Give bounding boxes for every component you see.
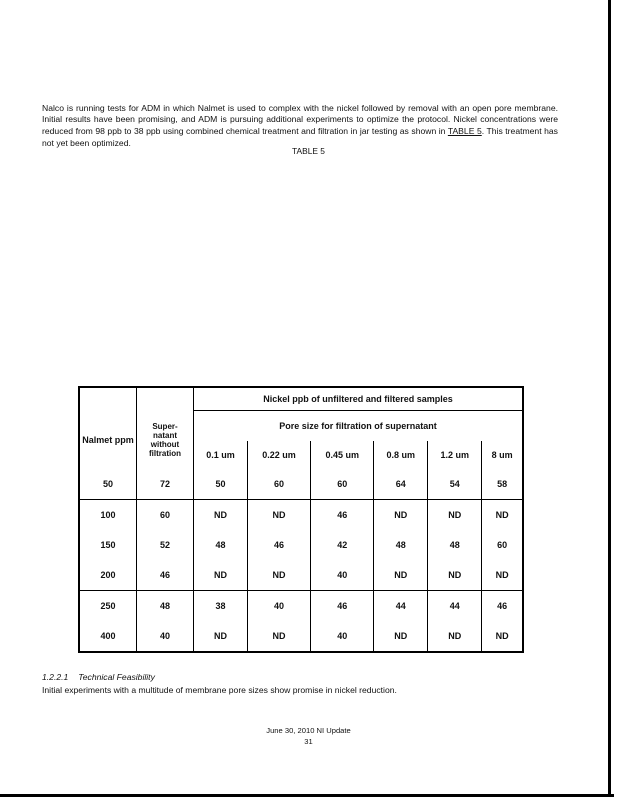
- value-cell: ND: [247, 560, 310, 591]
- blank-corner-2: [137, 387, 194, 411]
- value-cell: ND: [482, 560, 523, 591]
- supernatant-cell: 48: [137, 591, 194, 622]
- value-cell: ND: [428, 560, 482, 591]
- value-cell: 48: [374, 530, 428, 560]
- nalmet-cell: 50: [79, 469, 137, 500]
- pore-size-header-cell: 0.22 um: [247, 441, 310, 469]
- value-cell: 46: [311, 500, 374, 531]
- value-cell: 50: [194, 469, 248, 500]
- pore-size-header-cell: 1.2 um: [428, 441, 482, 469]
- super-header: Nickel ppb of unfiltered and filtered samples: [194, 387, 524, 411]
- table-caption: TABLE 5: [292, 146, 325, 156]
- table-row: [79, 530, 523, 560]
- value-cell: 64: [374, 469, 428, 500]
- nalmet-cell: 200: [79, 560, 137, 591]
- value-cell: ND: [374, 500, 428, 531]
- value-cell: 60: [247, 469, 310, 500]
- page-number: 31: [304, 737, 313, 746]
- value-cell: ND: [194, 500, 248, 531]
- blank-corner-1: [79, 387, 137, 411]
- value-cell: 46: [247, 530, 310, 560]
- value-cell: ND: [247, 621, 310, 652]
- table-reference-link[interactable]: TABLE 5: [447, 126, 482, 137]
- page-edge-bottom: [0, 794, 614, 797]
- value-cell: ND: [482, 500, 523, 531]
- pore-size-header-cell: 0.45 um: [311, 441, 374, 469]
- intro-paragraph: [42, 103, 558, 150]
- pore-size-header-cell: 8 um: [482, 441, 523, 469]
- nalmet-cell: 250: [79, 591, 137, 622]
- value-cell: 48: [428, 530, 482, 560]
- value-cell: ND: [482, 621, 523, 652]
- section-text: Initial experiments with a multitude of membrane pore sizes show promise in nickel reduction.: [42, 685, 397, 695]
- value-cell: ND: [194, 621, 248, 652]
- nickel-table: [78, 386, 524, 653]
- value-cell: 58: [482, 469, 523, 500]
- value-cell: ND: [428, 621, 482, 652]
- pore-size-header: Pore size for filtration of supernatant: [194, 411, 524, 442]
- value-cell: 46: [482, 591, 523, 622]
- supernatant-cell: 46: [137, 560, 194, 591]
- value-cell: ND: [194, 560, 248, 591]
- supernatant-cell: 40: [137, 621, 194, 652]
- pore-size-header-cell: 0.1 um: [194, 441, 248, 469]
- value-cell: 38: [194, 591, 248, 622]
- value-cell: 40: [247, 591, 310, 622]
- page-footer: [0, 725, 617, 747]
- section-heading: [42, 672, 155, 682]
- nalmet-header: Nalmet ppm: [79, 411, 137, 470]
- footer-date: June 30, 2010 NI Update: [266, 726, 351, 735]
- value-cell: 48: [194, 530, 248, 560]
- pore-size-header-cell: 0.8 um: [374, 441, 428, 469]
- value-cell: ND: [374, 621, 428, 652]
- supernatant-cell: 60: [137, 500, 194, 531]
- value-cell: ND: [374, 560, 428, 591]
- value-cell: 60: [482, 530, 523, 560]
- value-cell: 46: [311, 591, 374, 622]
- nalmet-cell: 100: [79, 500, 137, 531]
- supernatant-header: Super-natant without filtration: [137, 411, 194, 470]
- value-cell: 44: [374, 591, 428, 622]
- value-cell: 42: [311, 530, 374, 560]
- section-title: Technical Feasibility: [78, 672, 155, 682]
- value-cell: ND: [428, 500, 482, 531]
- intro-text-1: Nalco is running tests for ADM in which Nalmet is used to complex with the nickel followed by removal with an open pore membrane. Initial results have been promising, and ADM is pursuing additional experiments to optimize the protocol. Nickel concentrations were reduced from 98 ppb to 38 ppb using combined chemical treatment and filtration in jar testing as shown in: [42, 102, 558, 137]
- value-cell: 44: [428, 591, 482, 622]
- nalmet-cell: 400: [79, 621, 137, 652]
- table-row: [79, 560, 523, 591]
- value-cell: 40: [311, 621, 374, 652]
- page-edge-right: [608, 0, 611, 797]
- table-row: [79, 591, 523, 622]
- supernatant-cell: 72: [137, 469, 194, 500]
- table-row: [79, 469, 523, 500]
- intro-text-2: . This treatment has not yet been optimized.: [42, 126, 558, 148]
- value-cell: 60: [311, 469, 374, 500]
- value-cell: 40: [311, 560, 374, 591]
- supernatant-cell: 52: [137, 530, 194, 560]
- section-number: 1.2.2.1: [42, 672, 69, 682]
- table-row: [79, 621, 523, 652]
- table-body: [79, 469, 523, 652]
- table-row: [79, 500, 523, 531]
- value-cell: ND: [247, 500, 310, 531]
- nalmet-cell: 150: [79, 530, 137, 560]
- value-cell: 54: [428, 469, 482, 500]
